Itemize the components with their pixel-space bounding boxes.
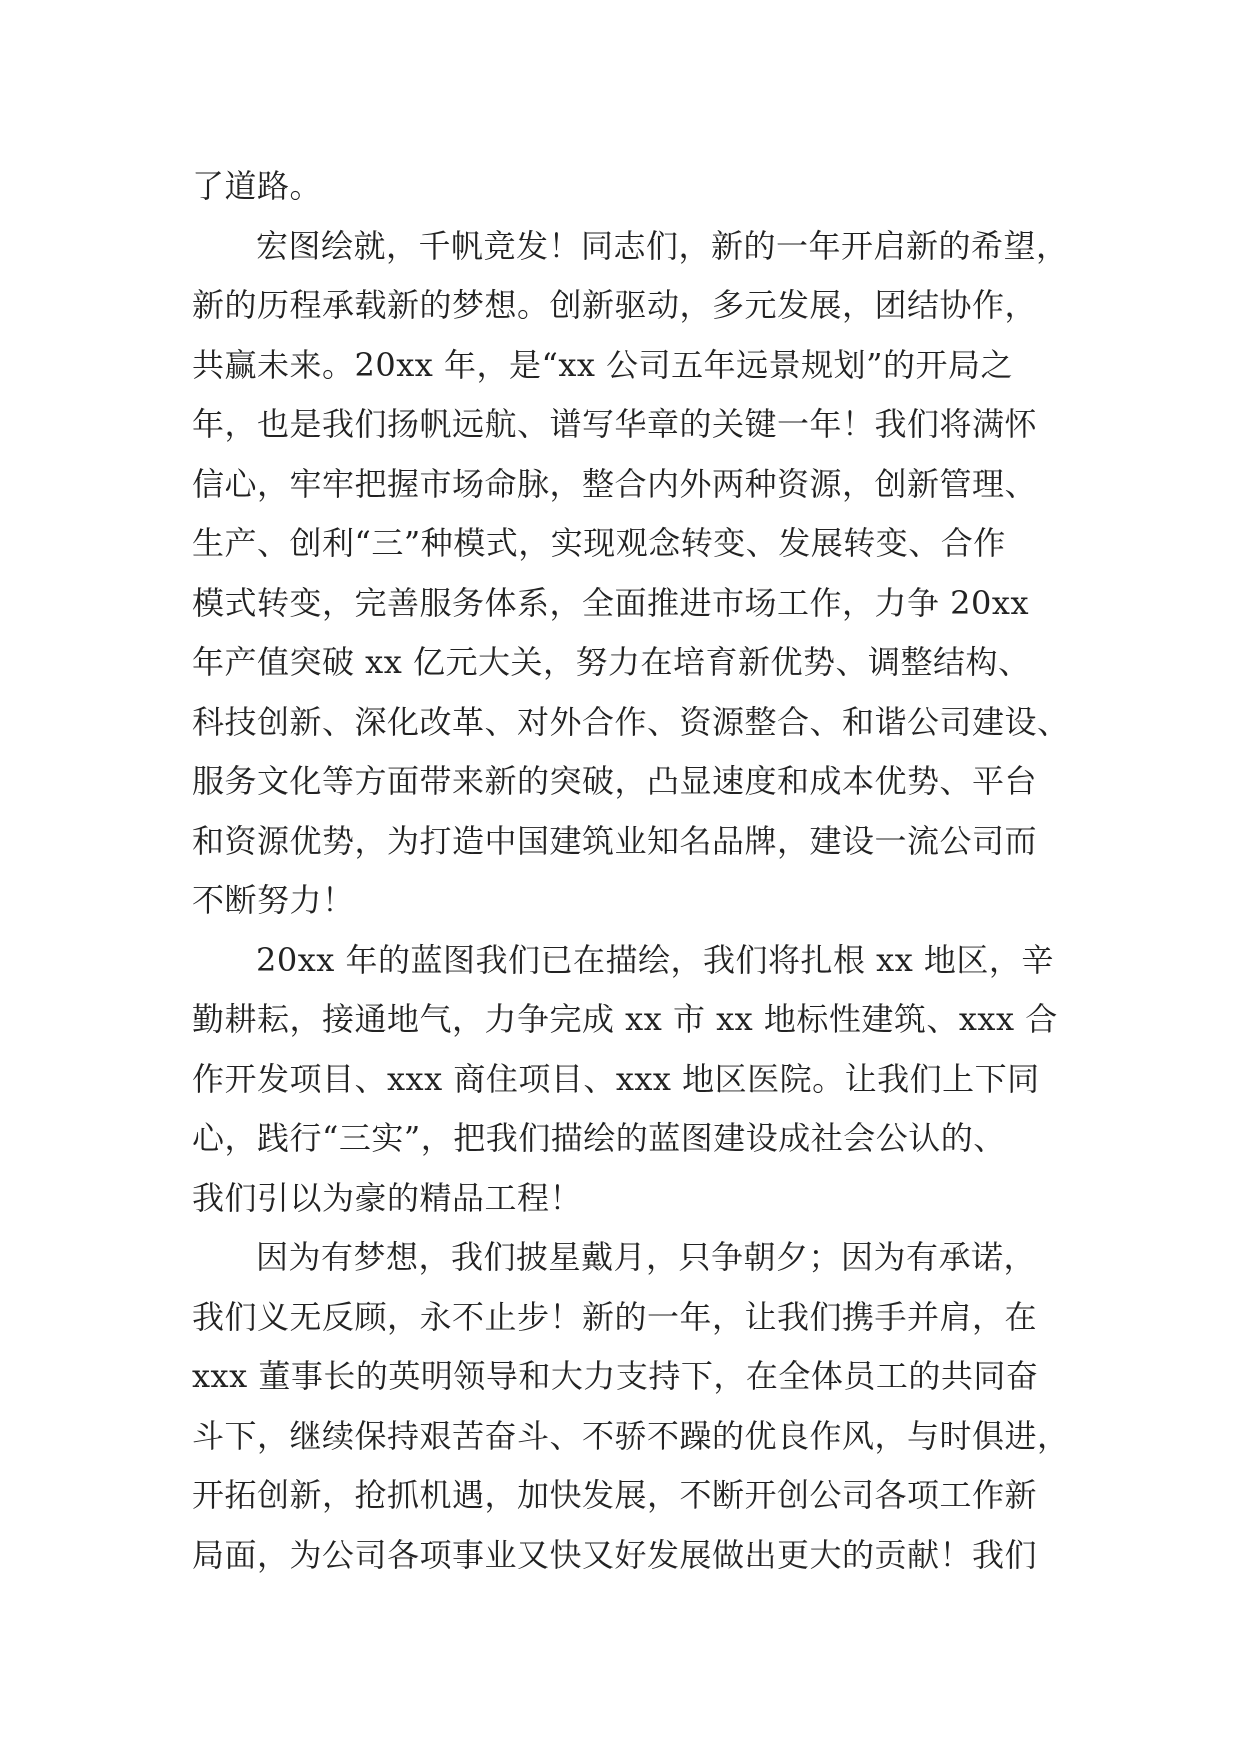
text-line: 作开发项目、xxx 商住项目、xxx 地区医院。让我们上下同 (192, 1059, 1040, 1098)
text-line: 生产、创利“三”种模式，实现观念转变、发展转变、合作 (192, 524, 1006, 562)
text-line: 心，践行“三实”，把我们描绘的蓝图建设成社会公认的、 (192, 1119, 1006, 1157)
body-text (192, 157, 1072, 1585)
paragraph-start-line: 宏图绘就，千帆竞发！同志们，新的一年开启新的希望， (256, 226, 1069, 265)
text-line: 和资源优势，为打造中国建筑业知名品牌，建设一流公司而 (192, 821, 1038, 860)
text-line: 开拓创新，抢抓机遇，加快发展，不断开创公司各项工作新 (192, 1476, 1038, 1514)
text-line: 我们引以为豪的精品工程！ (192, 1178, 583, 1217)
text-line: 科技创新、深化改革、对外合作、资源整合、和谐公司建设、 (192, 702, 1070, 741)
text-line: 我们义无反顾，永不止步！新的一年，让我们携手并肩，在 (192, 1297, 1038, 1336)
text-line: 不断努力！ (192, 881, 355, 919)
text-line: 年，也是我们扬帆远航、谱写华章的关键一年！我们将满怀 (192, 405, 1038, 443)
text-line: 共赢未来。20xx 年，是“xx 公司五年远景规划”的开局之 (192, 345, 1013, 384)
text-line: 局面，为公司各项事业又快又好发展做出更大的贡献！我们 (192, 1535, 1038, 1574)
text-line: 服务文化等方面带来新的突破，凸显速度和成本优势、平台 (192, 762, 1038, 800)
text-line: 信心，牢牢把握市场命脉，整合内外两种资源，创新管理、 (192, 464, 1038, 503)
text-line: 勤耕耘，接通地气，力争完成 xx 市 xx 地标性建筑、xxx 合 (192, 1000, 1058, 1038)
text-line: 模式转变，完善服务体系，全面推进市场工作，力争 20xx (192, 583, 1029, 622)
text-line: 了道路。 (192, 167, 323, 205)
text-line: xxx 董事长的英明领导和大力支持下，在全体员工的共同奋 (192, 1357, 1039, 1395)
text-line: 年产值突破 xx 亿元大关，努力在培育新优势、调整结构、 (192, 643, 1031, 681)
paragraph-start-line: 因为有梦想，我们披星戴月，只争朝夕；因为有承诺， (256, 1238, 1037, 1276)
text-line: 新的历程承载新的梦想。创新驱动，多元发展，团结协作， (192, 286, 1038, 324)
paragraph-start-line: 20xx 年的蓝图我们已在描绘，我们将扎根 xx 地区，辛 (256, 940, 1054, 979)
text-line: 斗下，继续保持艰苦奋斗、不骄不躁的优良作风，与时俱进， (192, 1416, 1070, 1455)
